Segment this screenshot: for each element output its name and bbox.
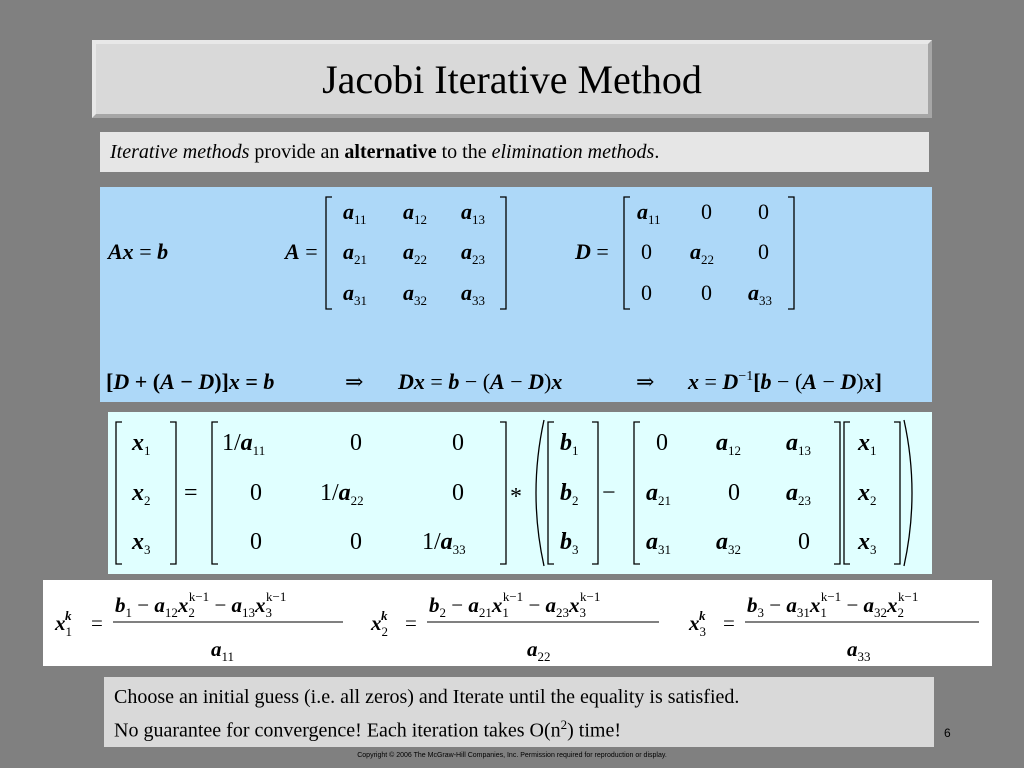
- svg-text:b2: $b_2$: [560, 480, 579, 508]
- svg-text:=: =: [91, 611, 103, 635]
- svg-text:0: 0: [656, 430, 668, 456]
- svg-text:⇒: ⇒: [345, 369, 364, 394]
- svg-text:1/a33: $1/a_{33}$: [422, 529, 466, 557]
- svg-text:a13: $a_{13}$: [786, 430, 811, 458]
- svg-text:=: =: [405, 611, 417, 635]
- svg-text:a21: $a_{21}$: [646, 480, 671, 508]
- svg-text:x1: $x_1$: [858, 430, 877, 458]
- note-line-2: [114, 711, 924, 745]
- svg-text:a31: $a_{31}$: [343, 280, 367, 308]
- intro-part3: alternative: [344, 141, 437, 163]
- svg-text:a11: $a_{11}$: [637, 199, 661, 227]
- intro-part4: to the: [436, 141, 492, 163]
- svg-text:b2 − a21x1k−1 − a23x3k−1: $b_2 - a_{21}x_1k-1 - a_{23}x_3k-1$: [429, 589, 601, 620]
- svg-text:A =: A =: [285, 239, 318, 264]
- iteration-matrix-panel: [108, 412, 932, 574]
- svg-text:a22: $a_{22}$: [690, 239, 714, 267]
- svg-text:b1 − a12x2k−1 − a13x3k−1: $b_1 - a_{12}x_2k-1 - a_{13}x_3k-1$: [115, 589, 287, 620]
- svg-text:x3k: $x_3k$: [689, 608, 706, 639]
- svg-text:[D + (A − D)]x = b: [D + (A − D)]x = b: [106, 369, 275, 394]
- svg-text:0: 0: [728, 480, 740, 506]
- svg-text:b1: $b_1$: [560, 430, 579, 458]
- svg-text:−: −: [602, 480, 616, 506]
- svg-text:x2k: $x_2k$: [371, 608, 388, 639]
- svg-text:0: 0: [641, 239, 652, 264]
- svg-text:0: 0: [798, 529, 810, 555]
- slide-title-box: [92, 40, 932, 118]
- svg-text:a12: $a_{12}$: [403, 199, 427, 227]
- svg-text:b3: $b_3$: [560, 529, 579, 557]
- intro-part1: Iterative methods: [110, 141, 250, 163]
- svg-text:0: 0: [452, 480, 464, 506]
- intro-statement: [100, 132, 929, 172]
- svg-text:=: =: [723, 611, 735, 635]
- svg-text:0: 0: [350, 430, 362, 456]
- svg-text:a12: $a_{12}$: [716, 430, 741, 458]
- svg-text:a23: $a_{23}$: [461, 239, 485, 267]
- iteration-matrix-equation: [108, 412, 932, 574]
- svg-text:⇒: ⇒: [636, 369, 655, 394]
- svg-text:Dx = b − (A − D)x: Dx = b − (A − D)x: [398, 369, 563, 394]
- svg-text:a32: $a_{32}$: [403, 280, 427, 308]
- svg-text:x2: $x_2$: [132, 480, 151, 508]
- svg-text:1/a11: $1/a_{11}$: [222, 430, 266, 458]
- intro-part6: .: [654, 141, 660, 163]
- slide-title: Jacobi Iterative Method: [322, 56, 702, 102]
- svg-text:x2: $x_2$: [858, 480, 877, 508]
- svg-text:x1: $x_1$: [132, 430, 151, 458]
- svg-text:x3: $x_3$: [858, 529, 877, 557]
- svg-text:a22: $a_{22}$: [527, 637, 551, 664]
- update-formulas: [43, 580, 992, 666]
- svg-text:a11: $a_{11}$: [211, 637, 235, 664]
- note-line-2-start: No guarantee for convergence! Each iteration takes O(n: [114, 719, 561, 742]
- svg-text:a21: $a_{21}$: [343, 239, 367, 267]
- matrix-definitions-equations: [100, 187, 932, 402]
- svg-text:Ax = b: Ax = b: [108, 239, 169, 264]
- svg-text:a33: $a_{33}$: [461, 280, 485, 308]
- svg-text:a33: $a_{33}$: [847, 637, 871, 664]
- update-formulas-panel: [43, 580, 992, 666]
- slide-number: 6: [944, 726, 951, 740]
- convergence-note: [104, 677, 934, 747]
- matrix-definitions-panel: [100, 187, 932, 402]
- intro-part5: elimination methods: [491, 141, 655, 163]
- svg-text:0: 0: [350, 529, 362, 555]
- intro-part2: provide an: [249, 141, 345, 163]
- svg-text:0: 0: [758, 239, 769, 264]
- svg-text:0: 0: [701, 199, 712, 224]
- svg-text:0: 0: [701, 280, 712, 305]
- svg-text:0: 0: [452, 430, 464, 456]
- svg-text:=: =: [184, 480, 198, 506]
- svg-text:a32: $a_{32}$: [716, 529, 741, 557]
- svg-text:b3 − a31x1k−1 − a32x2k−1: $b_3 - a_{31}x_1k-1 - a_{32}x_2k-1$: [747, 589, 919, 620]
- note-line-2-end: ) time!: [567, 719, 622, 742]
- svg-text:a23: $a_{23}$: [786, 480, 811, 508]
- note-exponent: 2: [560, 717, 568, 732]
- svg-text:a13: $a_{13}$: [461, 199, 485, 227]
- svg-text:*: *: [510, 484, 522, 510]
- note-line-1: Choose an initial guess (i.e. all zeros) and Iterate until the equality is satisfied.: [114, 686, 740, 708]
- svg-text:x = D−1[b − (A − D)x]: $x = D^{-1}[b - (A - D)x]$: [688, 369, 882, 394]
- svg-text:0: 0: [250, 480, 262, 506]
- svg-text:0: 0: [758, 199, 769, 224]
- svg-text:0: 0: [250, 529, 262, 555]
- svg-text:a31: $a_{31}$: [646, 529, 671, 557]
- copyright-notice: Copyright © 2006 The McGraw-Hill Companies, Inc. Permission required for reproduction or display.: [357, 752, 667, 759]
- svg-text:1/a22: $1/a_{22}$: [320, 480, 364, 508]
- svg-text:a11: $a_{11}$: [343, 199, 367, 227]
- svg-text:a22: $a_{22}$: [403, 239, 427, 267]
- svg-text:x3: $x_3$: [132, 529, 151, 557]
- svg-text:0: 0: [641, 280, 652, 305]
- svg-text:x1k: $x_1k$: [55, 608, 72, 639]
- svg-text:D =: D =: [575, 239, 609, 264]
- svg-text:a33: $a_{33}$: [748, 280, 772, 308]
